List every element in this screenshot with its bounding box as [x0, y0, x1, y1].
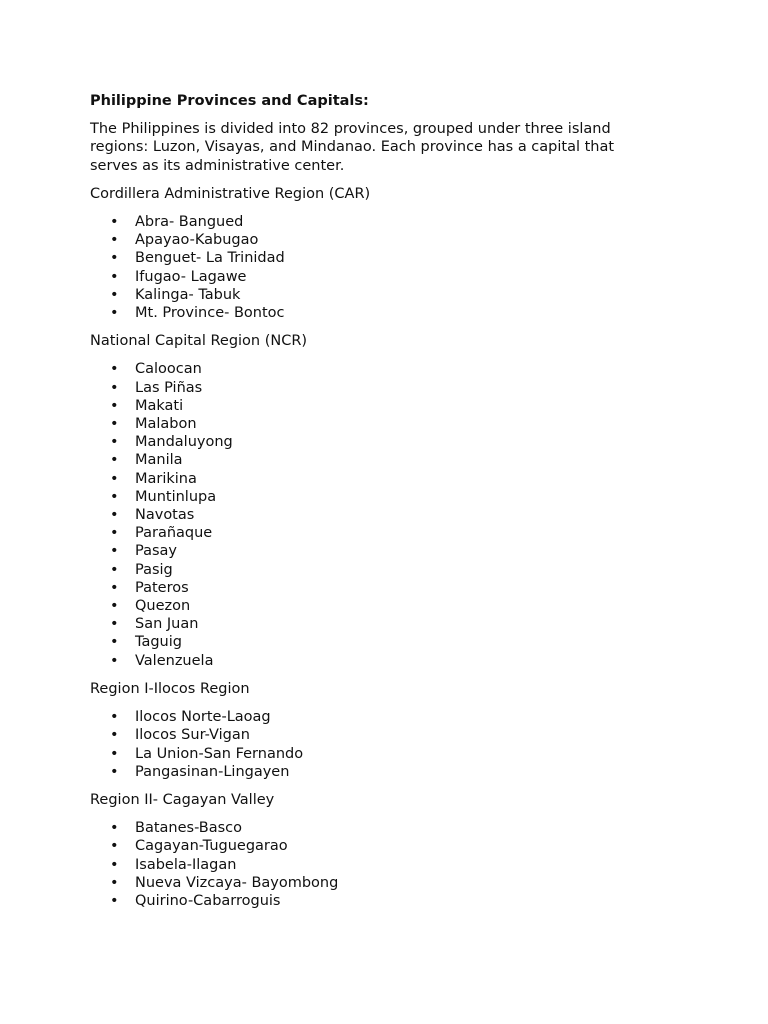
list-item-text: Pangasinan-Lingayen [135, 763, 290, 780]
list-item [90, 249, 650, 267]
list-item [90, 837, 650, 855]
list-item [90, 379, 650, 397]
bullet-icon: • [110, 305, 119, 322]
list-item [90, 268, 650, 286]
list-item [90, 433, 650, 451]
list-item-text: Ifugao- Lagawe [135, 268, 247, 285]
list-item [90, 451, 650, 469]
bullet-icon: • [110, 470, 119, 487]
list-item-text: Marikina [135, 470, 197, 487]
list-item [90, 524, 650, 542]
list-item-text: Abra- Bangued [135, 214, 244, 231]
list-item [90, 360, 650, 378]
bullet-icon: • [110, 434, 119, 451]
list-item [90, 892, 650, 910]
list-item [90, 819, 650, 837]
list-item [90, 745, 650, 763]
bullet-icon: • [110, 452, 119, 469]
list-item [90, 506, 650, 524]
document-title: Philippine Provinces and Capitals: [90, 93, 369, 109]
list-item-text: Kalinga- Tabuk [135, 286, 241, 303]
list-item-text: Valenzuela [135, 652, 214, 669]
list-item [90, 763, 650, 781]
document-page [90, 92, 650, 920]
list-item [90, 286, 650, 304]
bullet-icon: • [110, 561, 119, 578]
bullet-icon: • [110, 652, 119, 669]
list-item-text: Pasig [135, 561, 173, 578]
bullet-icon: • [110, 838, 119, 855]
bullet-icon: • [110, 286, 119, 303]
bullet-icon: • [110, 634, 119, 651]
bullet-icon: • [110, 214, 119, 231]
region-heading: Cordillera Administrative Region (CAR) [90, 185, 371, 202]
bullet-icon: • [110, 745, 119, 762]
region-heading: National Capital Region (NCR) [90, 333, 308, 350]
list-item-text: Isabela-Ilagan [135, 856, 237, 873]
list-item [90, 231, 650, 249]
region-heading: Region II- Cagayan Valley [90, 791, 275, 808]
list-item [90, 874, 650, 892]
list-item-text: Ilocos Sur-Vigan [135, 727, 250, 744]
list-item-text: Ilocos Norte-Laoag [135, 709, 271, 726]
list-item-text: Benguet- La Trinidad [135, 250, 285, 267]
list-item-text: Caloocan [135, 361, 202, 378]
list-item-text: Manila [135, 452, 183, 469]
list-item [90, 488, 650, 506]
bullet-icon: • [110, 820, 119, 837]
bullet-icon: • [110, 763, 119, 780]
list-item [90, 579, 650, 597]
list-item [90, 726, 650, 744]
list-item-text: San Juan [135, 616, 199, 633]
bullet-icon: • [110, 579, 119, 596]
bullet-icon: • [110, 727, 119, 744]
region-heading: Region I-Ilocos Region [90, 680, 250, 697]
province-list [90, 819, 650, 910]
bullet-icon: • [110, 525, 119, 542]
intro-paragraph: The Philippines is divided into 82 provinces, grouped under three island regions: Luzon, Visayas, and Mindanao. Each province has a capital that serves as its administrative center. [90, 121, 615, 174]
list-item [90, 633, 650, 651]
list-item [90, 415, 650, 433]
bullet-icon: • [110, 397, 119, 414]
list-item-text: Batanes-Basco [135, 820, 243, 837]
province-list [90, 360, 650, 669]
bullet-icon: • [110, 616, 119, 633]
bullet-icon: • [110, 416, 119, 433]
list-item-text: Pateros [135, 579, 189, 596]
list-item-text: Malabon [135, 416, 197, 433]
region-sections [90, 185, 650, 910]
list-item [90, 856, 650, 874]
list-item-text: Muntinlupa [135, 488, 217, 505]
list-item-text: Las Piñas [135, 379, 203, 396]
list-item [90, 708, 650, 726]
list-item-text: Quezon [135, 598, 191, 615]
bullet-icon: • [110, 856, 119, 873]
list-item-text: Parañaque [135, 525, 213, 542]
list-item-text: Pasay [135, 543, 177, 560]
list-item-text: Apayao-Kabugao [135, 232, 259, 249]
list-item-text: Cagayan-Tuguegarao [135, 838, 288, 855]
list-item-text: Nueva Vizcaya- Bayombong [135, 874, 339, 891]
bullet-icon: • [110, 250, 119, 267]
list-item [90, 615, 650, 633]
list-item [90, 561, 650, 579]
list-item [90, 304, 650, 322]
list-item [90, 597, 650, 615]
bullet-icon: • [110, 892, 119, 909]
list-item [90, 470, 650, 488]
bullet-icon: • [110, 361, 119, 378]
bullet-icon: • [110, 874, 119, 891]
bullet-icon: • [110, 488, 119, 505]
list-item-text: Quirino-Cabarroguis [135, 892, 281, 909]
list-item [90, 397, 650, 415]
list-item-text: Mandaluyong [135, 434, 233, 451]
bullet-icon: • [110, 232, 119, 249]
bullet-icon: • [110, 507, 119, 524]
list-item [90, 542, 650, 560]
bullet-icon: • [110, 598, 119, 615]
province-list [90, 213, 650, 322]
bullet-icon: • [110, 379, 119, 396]
list-item-text: Mt. Province- Bontoc [135, 305, 285, 322]
bullet-icon: • [110, 268, 119, 285]
list-item-text: Makati [135, 397, 184, 414]
list-item [90, 652, 650, 670]
list-item [90, 213, 650, 231]
province-list [90, 708, 650, 781]
list-item-text: Taguig [135, 634, 182, 651]
bullet-icon: • [110, 543, 119, 560]
list-item-text: La Union-San Fernando [135, 745, 304, 762]
list-item-text: Navotas [135, 507, 195, 524]
bullet-icon: • [110, 709, 119, 726]
